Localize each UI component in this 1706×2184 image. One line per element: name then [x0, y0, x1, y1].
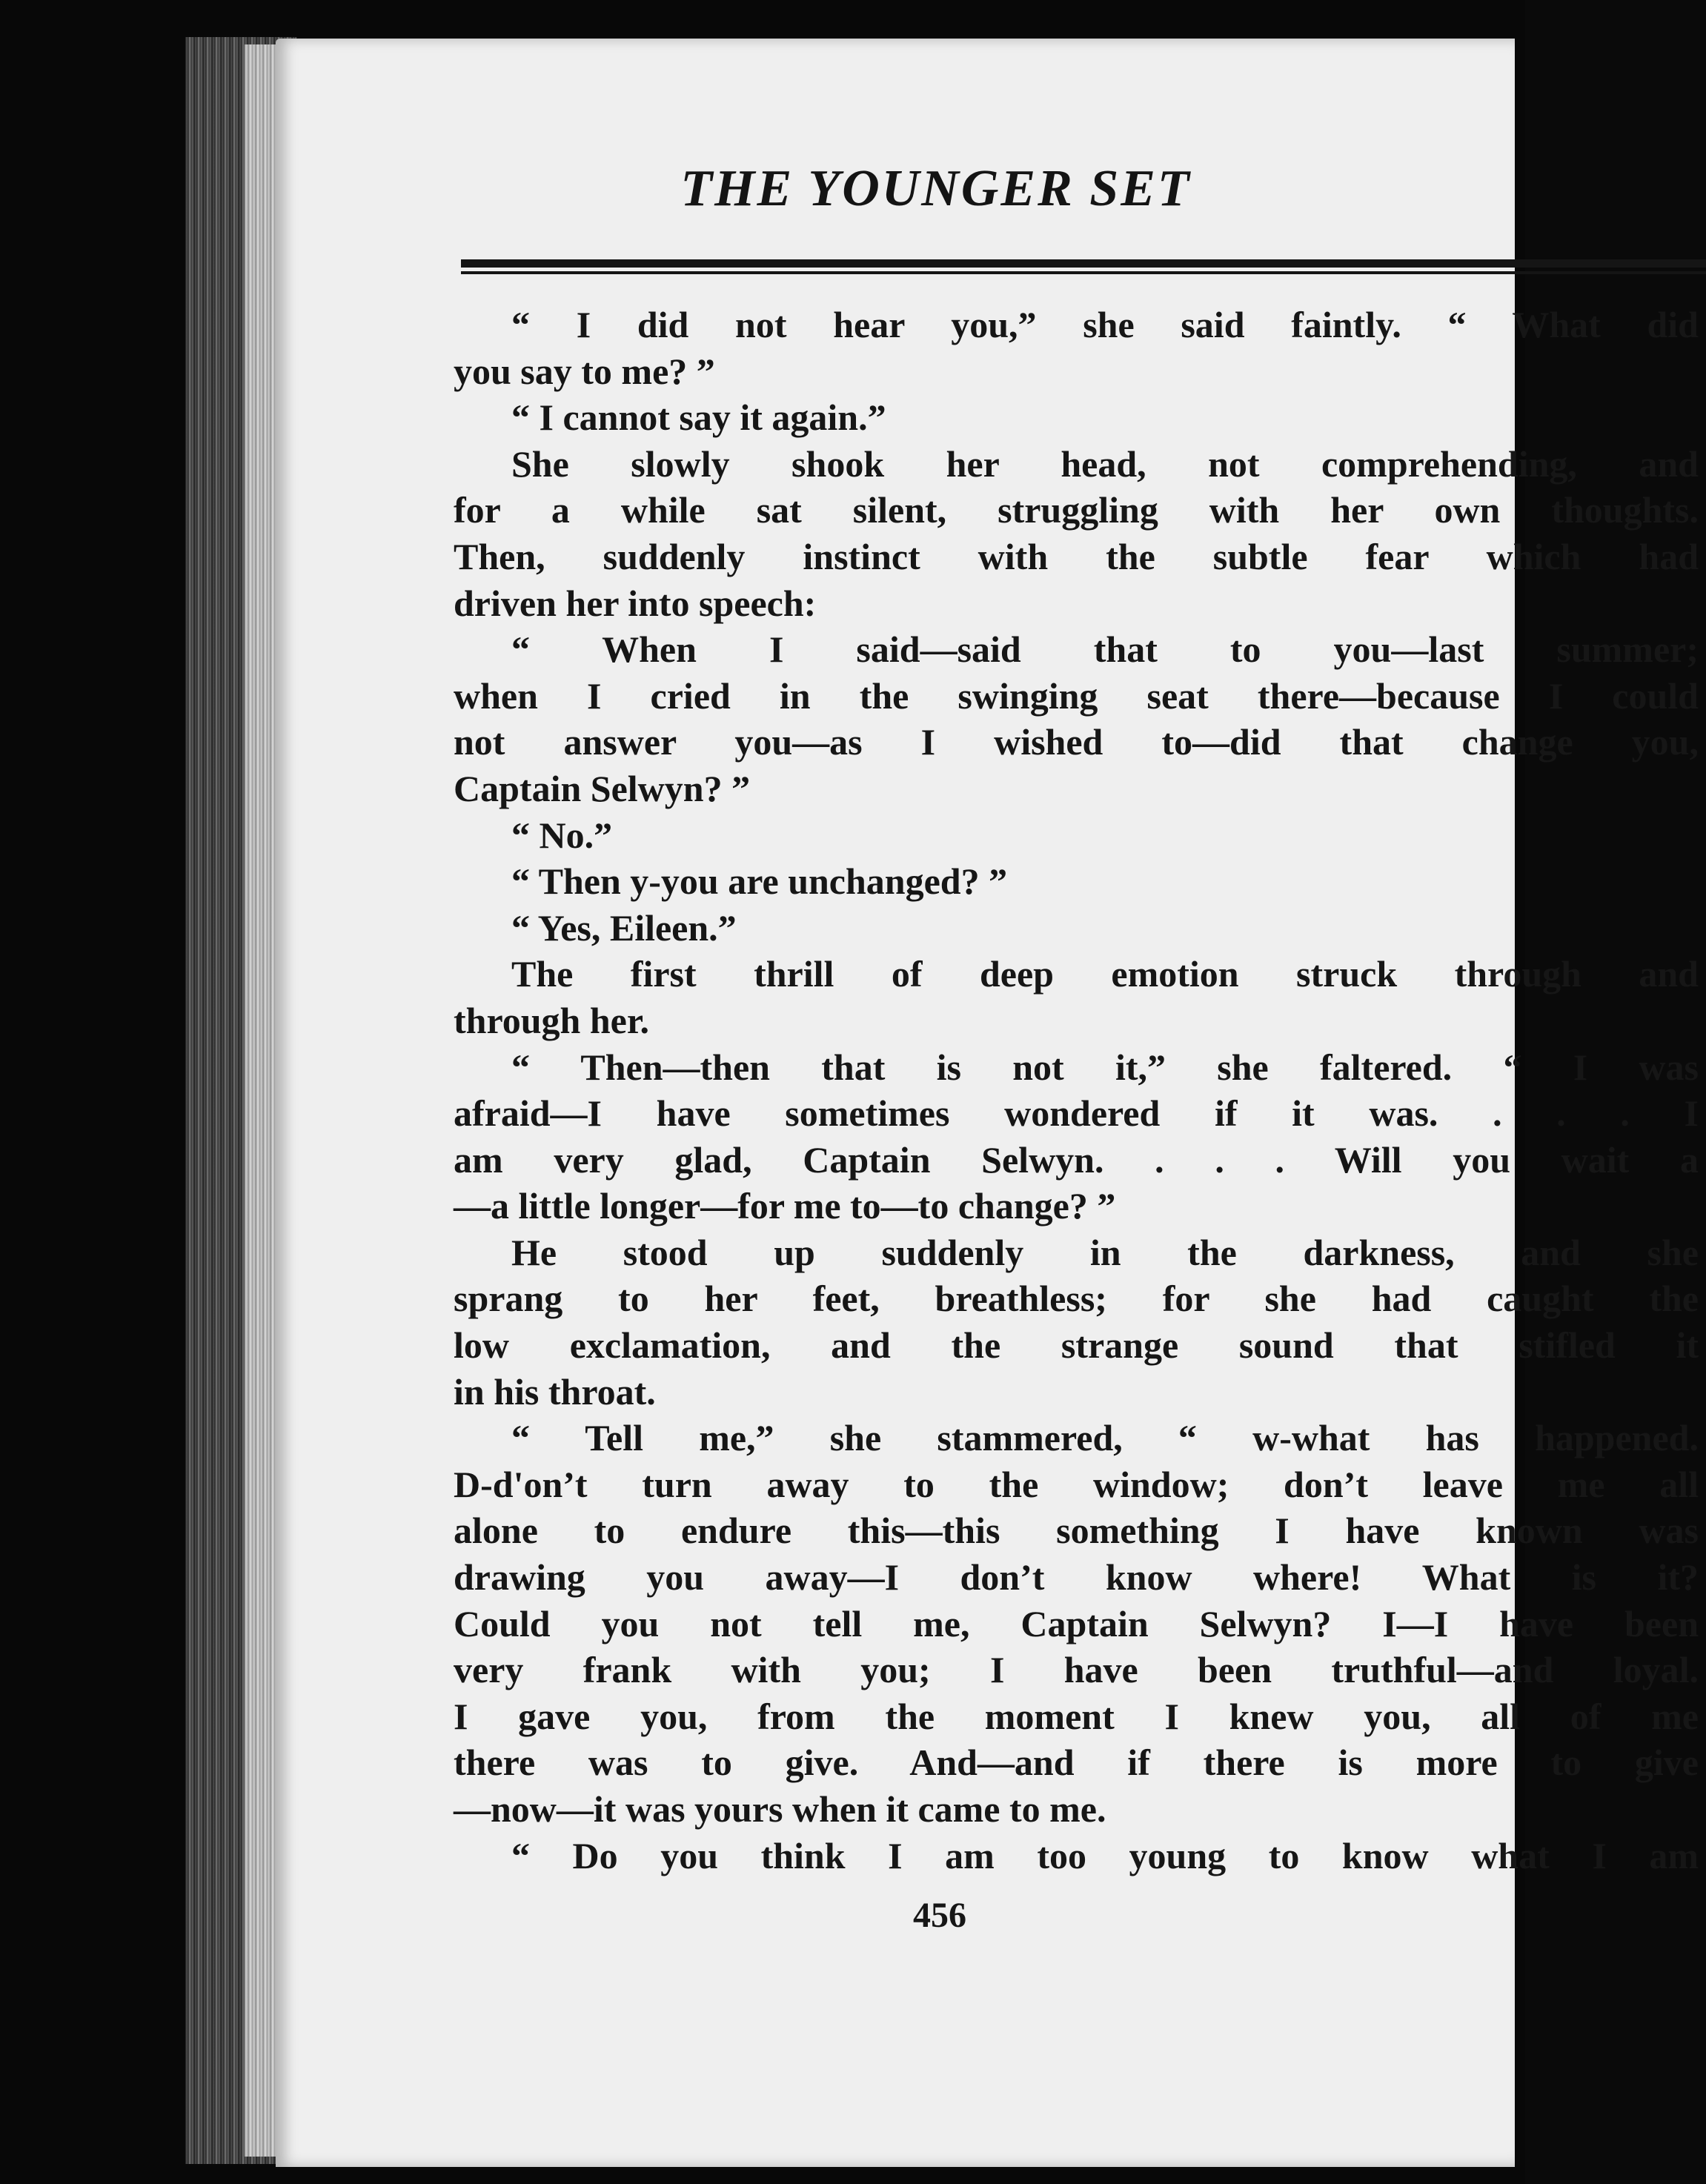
- header-rule-thin: [461, 271, 1706, 274]
- book-page: [276, 39, 1699, 2167]
- header-rule-thick: [461, 259, 1706, 268]
- text-line: you say to me? ”: [454, 350, 715, 392]
- text-line: low exclamation, and the strange sound that stifled it: [454, 1324, 1699, 1367]
- text-line: alone to endure this—this something I have known was: [454, 1510, 1699, 1552]
- text-line: “ Then y-you are unchanged? ”: [511, 860, 1008, 903]
- text-line: “ Yes, Eileen.”: [511, 906, 737, 949]
- text-line: in his throat.: [454, 1370, 656, 1413]
- text-line: The first thrill of deep emotion struck through and: [511, 953, 1699, 995]
- text-line: D-d'on’t turn away to the window; don’t leave me all: [454, 1463, 1699, 1505]
- text-line: “ I cannot say it again.”: [511, 396, 886, 439]
- text-line: Could you not tell me, Captain Selwyn? I—I have been: [454, 1602, 1699, 1644]
- text-line: Captain Selwyn? ”: [454, 767, 751, 809]
- text-line: through her.: [454, 999, 649, 1041]
- text-line: afraid—I have sometimes wondered if it was. . . . I: [454, 1092, 1699, 1135]
- text-line: drawing you away—I don’t know where! What is it?: [454, 1556, 1699, 1599]
- text-line: there was to give. And—and if there is more to give: [454, 1742, 1699, 1784]
- text-line: I gave you, from the moment I knew you, all of me: [454, 1695, 1699, 1737]
- running-head: THE YOUNGER SET: [680, 160, 1192, 217]
- text-line: driven her into speech:: [454, 582, 817, 624]
- text-line: “ Then—then that is not it,” she faltered. “ I was: [511, 1046, 1699, 1088]
- text-line: He stood up suddenly in the darkness, and she: [511, 1231, 1699, 1273]
- text-line: “ I did not hear you,” she said faintly. “ What did: [511, 304, 1699, 345]
- text-line: Then, suddenly instinct with the subtle fear which had: [454, 535, 1699, 577]
- text-line: —now—it was yours when it came to me.: [454, 1788, 1106, 1830]
- text-line: not answer you—as I wished to—did that change you,: [454, 721, 1699, 763]
- text-line: “ Do you think I am too young to know what I am: [511, 1834, 1699, 1876]
- text-line: “ Tell me,” she stammered, “ w-what has happened.: [511, 1417, 1699, 1459]
- text-line: —a little longer—for me to—to change? ”: [454, 1185, 1116, 1227]
- text-line: very frank with you; I have been truthful—and loyal.: [454, 1649, 1699, 1691]
- text-line: She slowly shook her head, not comprehending, and: [511, 442, 1699, 485]
- text-line: for a while sat silent, struggling with her own thoughts.: [454, 489, 1699, 531]
- text-line: “ When I said—said that to you—last summer;: [511, 628, 1699, 671]
- text-line: “ No.”: [511, 814, 613, 856]
- body-text: [454, 302, 1699, 1879]
- page-number: 456: [913, 1896, 966, 1935]
- text-line: when I cried in the swinging seat there—because I could: [454, 674, 1699, 717]
- text-line: am very glad, Captain Selwyn. . . . Will you wait a: [454, 1138, 1699, 1181]
- text-line: sprang to her feet, breathless; for she had caught the: [454, 1278, 1699, 1320]
